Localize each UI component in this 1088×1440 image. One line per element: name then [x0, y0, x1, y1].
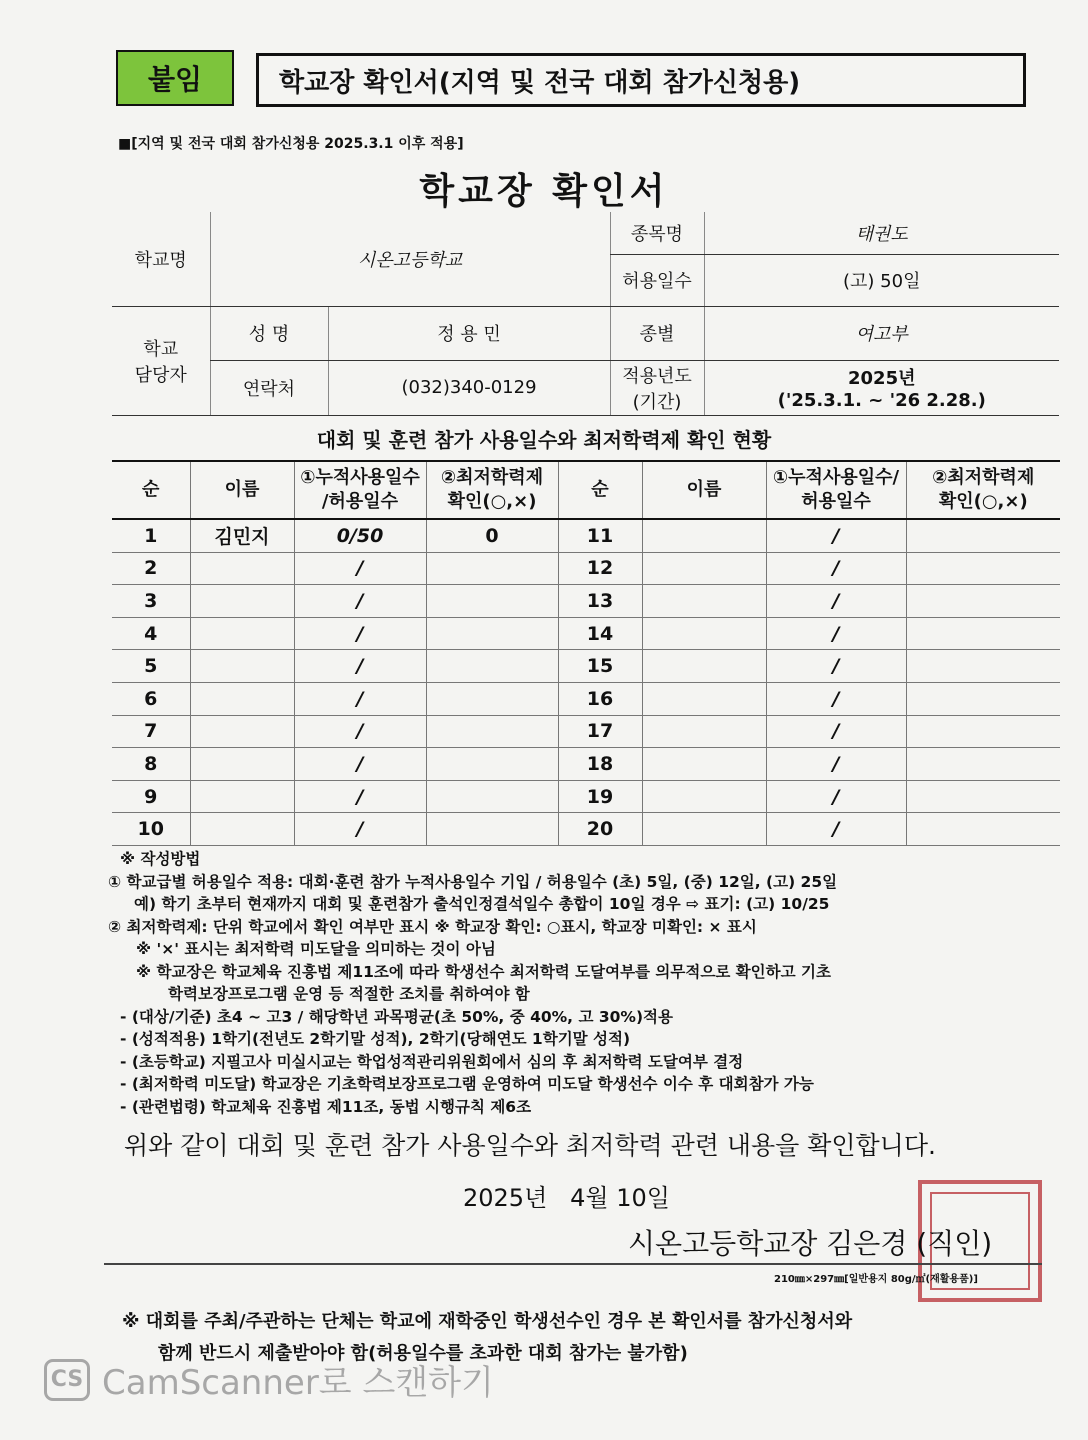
table-row [112, 715, 1060, 748]
table-row [112, 617, 1060, 650]
cell-d1: / [294, 813, 426, 846]
cell-name2 [642, 813, 766, 846]
contact-label: 학교 담당자 [112, 306, 210, 415]
cell-d2: / [766, 617, 906, 650]
cell-d2: / [766, 780, 906, 813]
note-line: ② 최저학력제: 단위 학교에서 확인 여부만 표시 ※ 학교장 확인: ○표시, 학교장 미확인: × 표시 [108, 917, 757, 936]
cell-n2: 16 [558, 682, 642, 715]
footer-line: ※ 대회를 주최/주관하는 단체는 학교에 재학중인 학생선수인 경우 본 확인서를 참가신청서와 [122, 1311, 853, 1332]
header-min-2: ②최저학력제 확인(○,×) [906, 461, 1060, 519]
cell-m1 [426, 682, 558, 715]
cell-d1: / [294, 650, 426, 683]
cell-d2: / [766, 813, 906, 846]
cell-name1: 김민지 [190, 519, 294, 552]
camscanner-logo-icon: CS [44, 1359, 90, 1401]
cell-d1: / [294, 682, 426, 715]
table-row [112, 780, 1060, 813]
note-line: ① 학교급별 허용일수 적용: 대회·훈련 참가 누적사용일수 기입 / 허용일수 (초) 5일, (중) 12일, (고) 25일 [108, 872, 838, 891]
cell-n1: 10 [112, 813, 190, 846]
cell-name2 [642, 585, 766, 618]
cell-name1 [190, 650, 294, 683]
cell-n1: 8 [112, 748, 190, 781]
note-line: ※ 학교장은 학교체육 진흥법 제11조에 따라 학생선수 최저학력 도달여부를 의무적으로 확인하고 기초 [136, 962, 831, 981]
cell-m1: 0 [426, 519, 558, 552]
cell-m1 [426, 617, 558, 650]
cell-name1 [190, 682, 294, 715]
cell-d2: / [766, 715, 906, 748]
note-line: - (관련법령) 학교체육 진흥법 제11조, 동법 시행규칙 제6조 [120, 1097, 532, 1116]
cell-m1 [426, 552, 558, 585]
cell-name1 [190, 748, 294, 781]
document-title: 학교장 확인서 [419, 171, 669, 212]
cell-d2: / [766, 650, 906, 683]
cell-n2: 14 [558, 617, 642, 650]
cell-name2 [642, 780, 766, 813]
header-days-2: ①누적사용일수/ 허용일수 [766, 461, 906, 519]
cell-m2 [906, 617, 1060, 650]
cell-n1: 6 [112, 682, 190, 715]
watermark-text: CamScanner로 스캔하기 [102, 1363, 494, 1403]
instructions [108, 848, 1068, 1118]
attachment-badge: 붙임 [116, 50, 234, 106]
cell-d1: / [294, 552, 426, 585]
note-line: - (최저학력 미도달) 학교장은 기초학력보장프로그램 운영하여 미도달 학생선수 이수 후 대회참가 가능 [120, 1075, 814, 1093]
cell-name2 [642, 682, 766, 715]
cell-n2: 18 [558, 748, 642, 781]
cell-n1: 4 [112, 617, 190, 650]
cell-name2 [642, 552, 766, 585]
cell-n2: 12 [558, 552, 642, 585]
cell-d1: / [294, 585, 426, 618]
confirmation-statement: 위와 같이 대회 및 훈련 참가 사용일수와 최저학력 관련 내용을 확인합니다. [124, 1131, 936, 1160]
table-row [112, 813, 1060, 846]
cell-d2: / [766, 552, 906, 585]
note-line: - (초등학교) 지필고사 미실시교는 학업성적관리위원회에서 심의 후 최저학력 도달여부 결정 [120, 1052, 744, 1071]
header-name-2: 이름 [642, 461, 766, 519]
cell-name1 [190, 552, 294, 585]
phone-value: (032)340-0129 [328, 360, 610, 415]
table-row [112, 552, 1060, 585]
cell-n2: 20 [558, 813, 642, 846]
header-no: 순 [112, 461, 190, 519]
cell-m2 [906, 519, 1060, 552]
school-label: 학교명 [112, 212, 210, 306]
cell-n1: 9 [112, 780, 190, 813]
cell-name2 [642, 650, 766, 683]
footer-line: 함께 반드시 제출받아야 함(허용일수를 초과한 대회 참가는 불가함) [158, 1343, 688, 1364]
note-heading: ※ 작성방법 [120, 850, 201, 868]
cell-name1 [190, 585, 294, 618]
cell-n2: 19 [558, 780, 642, 813]
divider [104, 1263, 1042, 1265]
cell-d1: / [294, 780, 426, 813]
cell-m1 [426, 780, 558, 813]
event-label: 종목명 [610, 212, 704, 254]
cell-name2 [642, 748, 766, 781]
note-line: ※ '×' 표시는 최저학력 미도달을 의미하는 것이 아님 [136, 940, 496, 958]
issue-date: 2025년 4월 10일 [463, 1184, 670, 1212]
paper-spec: 210㎜×297㎜[일반용지 80g/㎡(재활용품)] [774, 1274, 978, 1285]
school-value: 시온고등학교 [210, 212, 610, 306]
phone-label: 연락처 [210, 360, 328, 415]
table-row [112, 519, 1060, 552]
cell-d2: / [766, 682, 906, 715]
cell-m2 [906, 682, 1060, 715]
cell-m1 [426, 813, 558, 846]
category-value: 여고부 [704, 306, 1059, 360]
cell-name1 [190, 813, 294, 846]
cell-d2: / [766, 748, 906, 781]
cell-d1: / [294, 617, 426, 650]
cell-d2: / [766, 585, 906, 618]
table-row [112, 682, 1060, 715]
cell-m1 [426, 585, 558, 618]
cell-m1 [426, 650, 558, 683]
cell-d1: / [294, 748, 426, 781]
status-table [112, 460, 1060, 846]
principal-signature: 시온고등학교장 김은경 (직인) [628, 1227, 993, 1260]
cell-n1: 1 [112, 519, 190, 552]
note-line: - (대상/기준) 초4 ~ 고3 / 해당학년 과목평균(초 50%, 중 40%, 고 30%)적용 [120, 1007, 673, 1026]
cell-name2 [642, 617, 766, 650]
header-name: 이름 [190, 461, 294, 519]
header-no-2: 순 [558, 461, 642, 519]
year-value: 2025년 ('25.3.1. ~ '26 2.28.) [704, 360, 1059, 415]
cell-n2: 17 [558, 715, 642, 748]
cell-d1: / [294, 715, 426, 748]
cell-d1: 0/50 [294, 519, 426, 552]
applies-note: ■[지역 및 전국 대회 참가신청용 2025.3.1 이후 적용] [118, 136, 464, 152]
year-label: 적용년도 (기간) [610, 360, 704, 415]
form-title-box: 학교장 확인서(지역 및 전국 대회 참가신청용) [256, 53, 1026, 107]
cell-m2 [906, 780, 1060, 813]
event-value: 태권도 [704, 212, 1059, 254]
info-table [112, 212, 1059, 416]
cell-name2 [642, 715, 766, 748]
cell-n1: 5 [112, 650, 190, 683]
header-min: ②최저학력제 확인(○,×) [426, 461, 558, 519]
table-row [112, 585, 1060, 618]
note-line: 예) 학기 초부터 현재까지 대회 및 훈련참가 출석인정결석일수 총합이 10일 경우 ⇨ 표기: (고) 10/25 [134, 895, 830, 913]
cell-n2: 11 [558, 519, 642, 552]
cell-name2 [642, 519, 766, 552]
cell-name1 [190, 715, 294, 748]
cell-name1 [190, 780, 294, 813]
days-label: 허용일수 [610, 254, 704, 306]
status-rows [112, 519, 1060, 845]
cell-m2 [906, 715, 1060, 748]
days-value: (고) 50일 [704, 254, 1059, 306]
cell-d2: / [766, 519, 906, 552]
table-row [112, 748, 1060, 781]
cell-m1 [426, 748, 558, 781]
cell-n2: 13 [558, 585, 642, 618]
category-label: 종별 [610, 306, 704, 360]
status-title: 대회 및 훈련 참가 사용일수와 최저학력제 확인 현황 [316, 428, 772, 452]
note-line: - (성적적용) 1학기(전년도 2학기말 성적), 2학기(당해연도 1학기말 성적) [120, 1030, 631, 1048]
cell-n1: 7 [112, 715, 190, 748]
cell-m2 [906, 585, 1060, 618]
cell-m2 [906, 748, 1060, 781]
name-value: 정 용 민 [328, 306, 610, 360]
camscanner-watermark [44, 1355, 494, 1404]
cell-n1: 2 [112, 552, 190, 585]
table-row [112, 650, 1060, 683]
cell-m2 [906, 552, 1060, 585]
name-label: 성 명 [210, 306, 328, 360]
cell-m2 [906, 650, 1060, 683]
header-days: ①누적사용일수 /허용일수 [294, 461, 426, 519]
note-line: 학력보장프로그램 운영 등 적절한 조치를 취하여야 함 [168, 985, 530, 1003]
cell-n1: 3 [112, 585, 190, 618]
cell-name1 [190, 617, 294, 650]
cell-n2: 15 [558, 650, 642, 683]
cell-m2 [906, 813, 1060, 846]
cell-m1 [426, 715, 558, 748]
